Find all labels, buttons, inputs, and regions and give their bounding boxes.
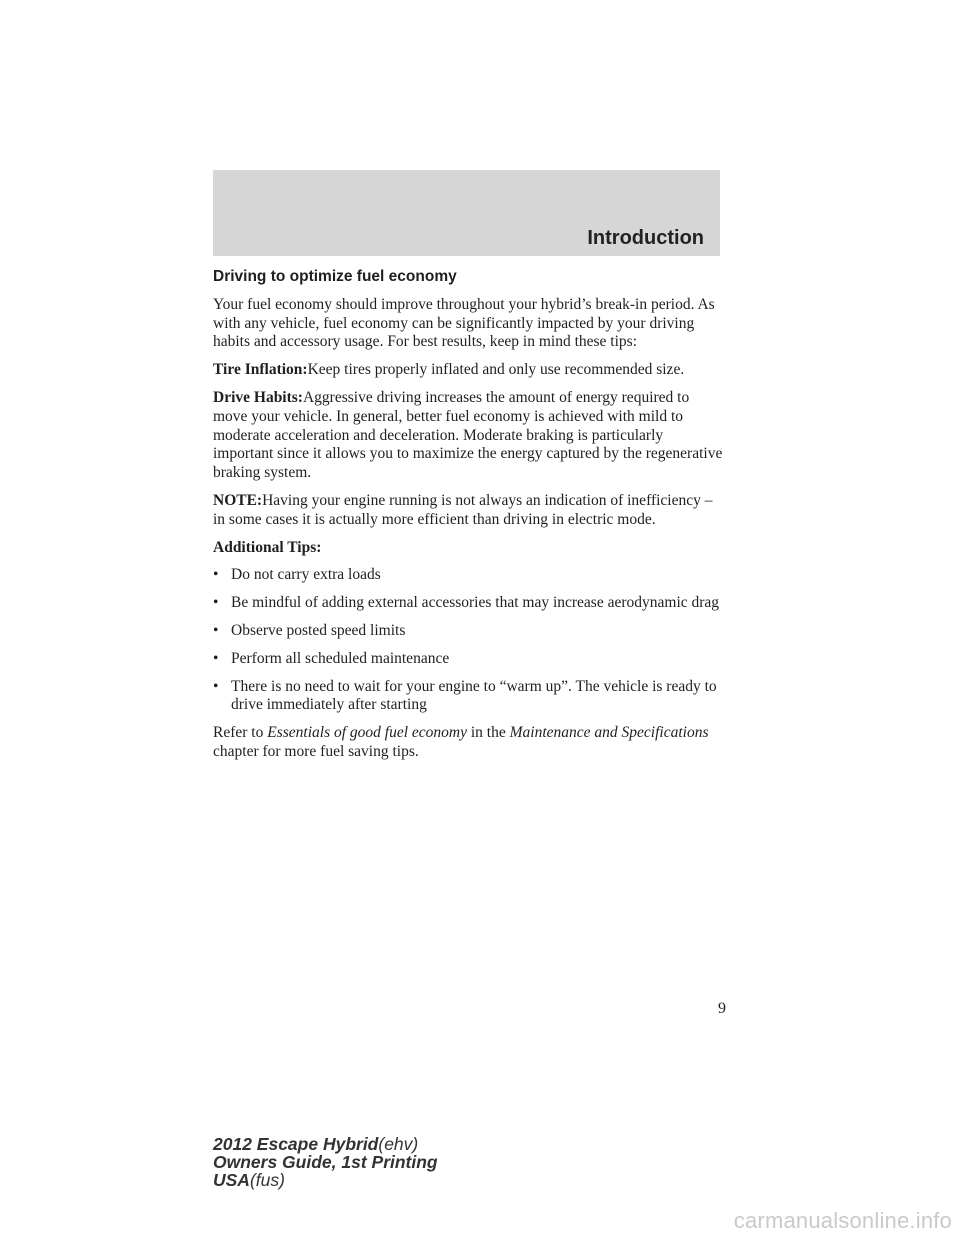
footer-line-2	[213, 1153, 438, 1171]
tip-text: Do not carry extra loads	[231, 566, 381, 584]
section-heading: Driving to optimize fuel economy	[213, 268, 457, 285]
tire-inflation-text: Keep tires properly inflated and only use recommended size.	[307, 361, 685, 379]
footer-market: USA	[213, 1170, 250, 1190]
note-label: NOTE:	[213, 491, 263, 509]
bullet-icon: •	[213, 649, 219, 667]
page-number: 9	[718, 1000, 726, 1017]
list-item	[213, 622, 725, 641]
drive-habits-paragraph	[213, 389, 725, 483]
intro-paragraph: Your fuel economy should improve throughout your hybrid’s break-in period. As with any vehicle, fuel economy can be significantly impacted by your driving habits and accessory usage. For best results, keep in mind these tips:	[213, 295, 715, 351]
refer-paragraph	[213, 724, 725, 762]
footer-line-1	[213, 1135, 438, 1153]
refer-middle: in the	[470, 724, 506, 742]
site-watermark: carmanualsonline.info	[733, 1208, 952, 1233]
drive-habits-label: Drive Habits:	[213, 388, 303, 406]
list-item	[213, 566, 725, 585]
footer-model: 2012 Escape Hybrid	[213, 1134, 379, 1154]
tire-inflation-label: Tire Inflation:	[213, 361, 308, 379]
bullet-icon: •	[213, 594, 219, 612]
bullet-icon: •	[213, 621, 219, 639]
refer-chapter-link: Maintenance and Specifications	[509, 724, 709, 742]
refer-prefix: Refer to	[213, 724, 264, 742]
tip-text: There is no need to wait for your engine to “warm up”. The vehicle is ready to drive immediately after starting	[231, 677, 717, 714]
note-text: Having your engine running is not always an indication of inefficiency – in some cases it is actually more efficient than driving in electric mode.	[213, 491, 713, 528]
additional-tips-heading: Additional Tips:	[213, 538, 322, 556]
tire-inflation-paragraph	[213, 361, 725, 380]
note-paragraph	[213, 492, 725, 530]
list-item	[213, 594, 725, 613]
tip-text: Be mindful of adding external accessories that may increase aerodynamic drag	[231, 594, 720, 612]
chapter-header-band	[213, 170, 720, 256]
drive-habits-text: Aggressive driving increases the amount of energy required to move your vehicle. In general, better fuel economy is achieved with mild to moderate acceleration and deceleration. Moderate braking is particularly important since it allows you to maximize the energy captured by the regenerative braking system.	[213, 388, 723, 482]
document-footer	[213, 1135, 438, 1189]
list-item	[213, 650, 725, 669]
refer-suffix: chapter for more fuel saving tips.	[213, 742, 419, 760]
refer-essentials-link: Essentials of good fuel economy	[267, 724, 467, 742]
tip-text: Observe posted speed limits	[231, 621, 406, 639]
tip-text: Perform all scheduled maintenance	[231, 649, 450, 667]
footer-line-3	[213, 1171, 438, 1189]
bullet-icon: •	[213, 566, 219, 584]
list-item	[213, 678, 725, 716]
page-content	[213, 268, 725, 771]
footer-market-code: (fus)	[249, 1170, 285, 1190]
footer-printing: Owners Guide, 1st Printing	[213, 1152, 438, 1172]
bullet-icon: •	[213, 677, 219, 695]
tips-list	[213, 566, 725, 715]
footer-model-code: (ehv)	[378, 1134, 419, 1154]
chapter-title: Introduction	[587, 227, 704, 249]
